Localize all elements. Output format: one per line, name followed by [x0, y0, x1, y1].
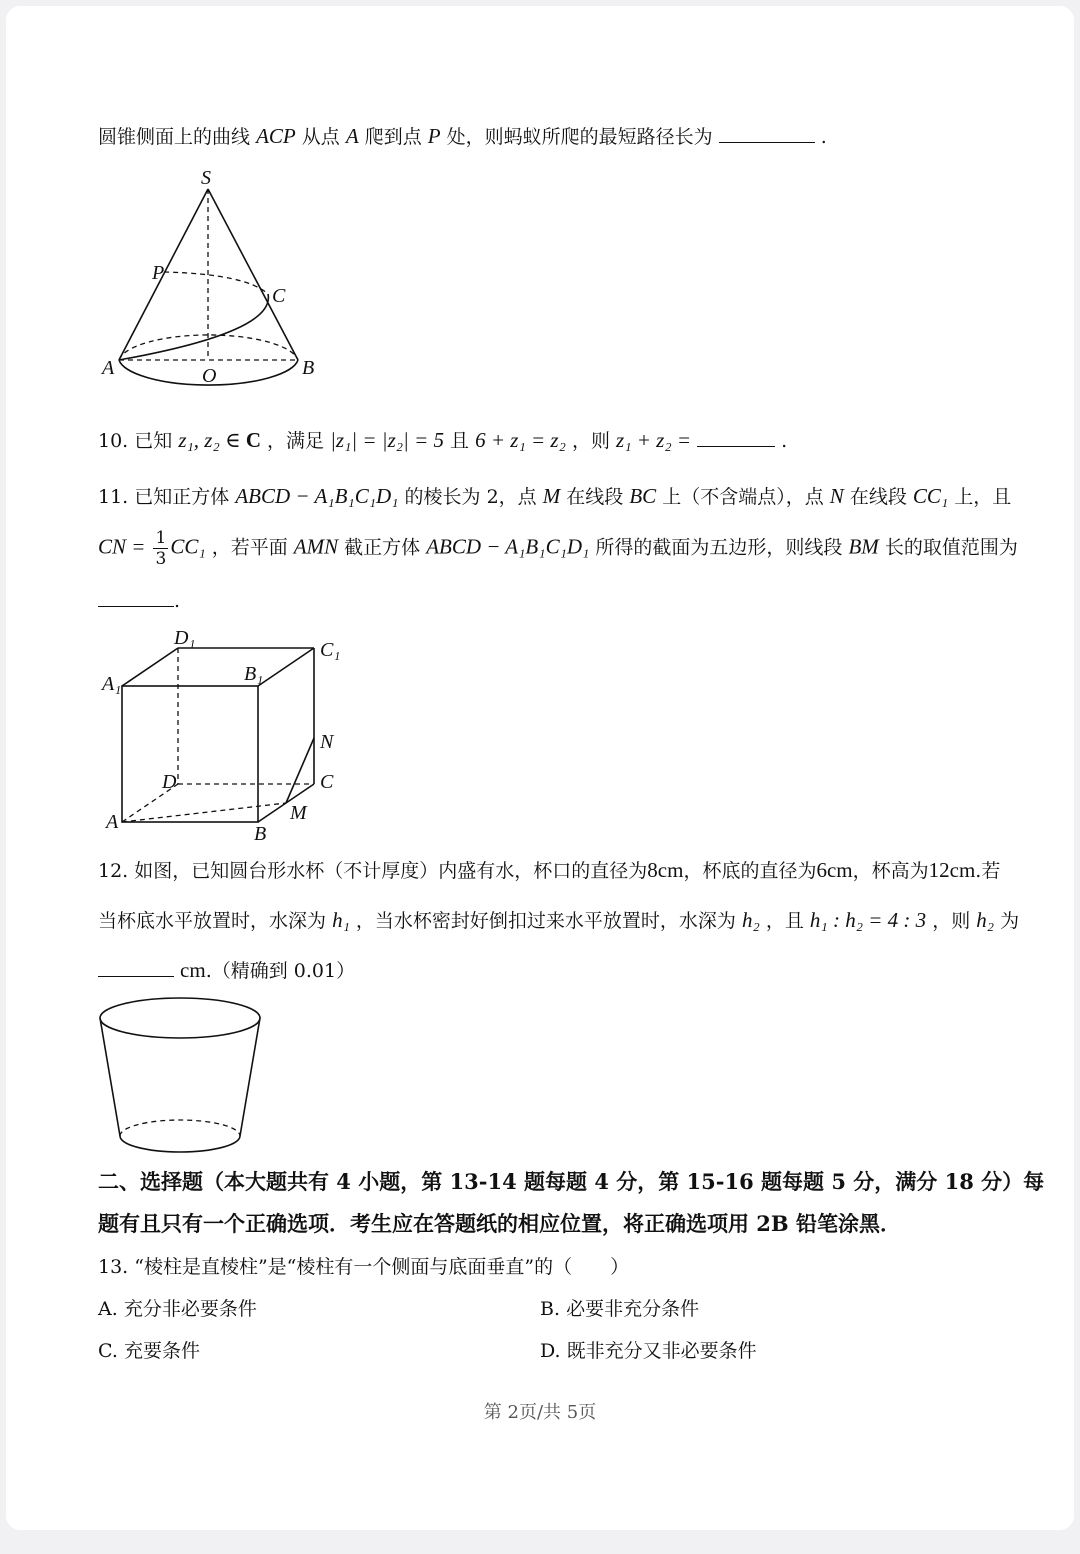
answer-blank: [98, 605, 174, 607]
q12-text: 当杯底水平放置时，水深为: [98, 910, 327, 932]
q11-text: 所得的截面为五边形，则线段: [595, 536, 843, 559]
label-B: B: [254, 823, 267, 845]
q10-text: 已知: [134, 430, 173, 452]
q11-math: CC₁: [170, 534, 206, 559]
option-label: B.: [540, 1298, 561, 1320]
page-footer: 第 2页/共 5页: [483, 1402, 597, 1423]
q13-stem: 13. “棱柱是直棱柱”是“棱柱有一个侧面与底面垂直”的（ ）: [98, 1256, 630, 1278]
cone-figure: [96, 162, 336, 392]
q11-math: ABCD − A₁B₁C₁D₁: [235, 484, 399, 508]
label-M: M: [290, 802, 307, 824]
q11-math: AMN: [293, 534, 339, 559]
q12-unit: cm: [180, 958, 206, 982]
q10-end: .: [781, 430, 788, 452]
q11-text: 上（不含端点），点: [662, 486, 824, 508]
label-O: O: [202, 365, 217, 387]
q10-math: z₁, z₂ ∈: [178, 428, 246, 452]
option-a[interactable]: [98, 1294, 257, 1321]
question-number: 11.: [98, 486, 129, 508]
q12-text: 如图，已知圆台形水杯（不计厚度）内盛有水，杯口的直径为: [134, 860, 648, 882]
option-label: C.: [98, 1340, 118, 1362]
section-heading-cont: 题有且只有一个正确选项．考生应在答题纸的相应位置，将正确选项用 2B 铅笔涂黑．: [98, 1211, 901, 1236]
q9-point-p: P: [427, 124, 441, 148]
q9-text: 从点: [301, 126, 340, 148]
q12-text: ，杯高为: [852, 860, 929, 882]
q10-line: [98, 426, 787, 453]
answer-blank: [719, 141, 815, 143]
q10-math: z₁ + z₂ =: [616, 428, 692, 452]
option-text: 必要非充分条件: [566, 1298, 700, 1320]
option-label: D.: [540, 1340, 561, 1362]
section-heading: 二、选择题（本大题共有 4 小题，第 13-14 题每题 4 分，第 15-16 题每题 5 分，满分 18 分）每: [98, 1169, 1045, 1194]
q11-math: M: [542, 484, 561, 508]
q9-end: .: [820, 126, 827, 148]
q10-text: ，则: [571, 430, 610, 452]
question-number: 10.: [98, 430, 129, 452]
q12-math: h₁: [332, 908, 350, 932]
q12-text: ，则: [932, 910, 971, 932]
label-D1: D₁: [174, 627, 196, 649]
q11-math: N: [829, 484, 844, 508]
label-N: N: [320, 731, 334, 753]
q12-text: ，且: [765, 910, 804, 932]
q12-line-1: [98, 856, 1000, 883]
q10-complex-set: C: [245, 428, 261, 452]
question-number: 12.: [98, 860, 129, 882]
cube-figure: [96, 626, 356, 846]
label-A1: A₁: [102, 673, 122, 695]
q10-math: |z₁| = |z₂| = 5: [330, 428, 444, 452]
q10-text: 且: [450, 430, 470, 452]
q11-end: .: [174, 590, 181, 612]
q9-text: 爬到点: [364, 126, 422, 148]
label-A: A: [102, 357, 115, 379]
cup-figure: [96, 990, 276, 1160]
q11-text: 在线段: [566, 486, 624, 508]
option-b[interactable]: [540, 1294, 699, 1321]
q11-text: 上，且: [954, 486, 1012, 508]
label-B1: B₁: [244, 663, 264, 685]
q9-curve: ACP: [256, 124, 296, 148]
q12-value: 6cm: [816, 858, 853, 882]
fraction-denominator: 3: [155, 549, 167, 569]
q12-value: 8cm: [647, 858, 684, 882]
label-C1: C₁: [320, 639, 341, 661]
q12-text: .若: [975, 860, 1001, 882]
q9-line: [98, 122, 827, 149]
q9-text: 圆锥侧面上的曲线: [98, 126, 251, 148]
q10-text: ，满足: [267, 430, 325, 452]
q11-text: 在线段: [849, 486, 907, 508]
q11-text: 已知正方体: [134, 486, 230, 508]
q9-text: 处，则蚂蚁所爬的最短路径长为: [446, 126, 713, 148]
q10-math: 6 + z₁ = z₂: [475, 428, 566, 452]
label-S: S: [201, 167, 211, 189]
q12-line-3: [98, 956, 355, 983]
option-c[interactable]: [98, 1336, 200, 1363]
q11-math: CN =: [98, 534, 146, 559]
q11-math: BC: [629, 484, 657, 508]
q12-math: h₂: [976, 908, 995, 932]
label-A: A: [106, 811, 119, 833]
q11-text: ，若平面: [211, 536, 288, 559]
q12-text: 为: [1000, 910, 1020, 932]
fraction-numerator: 1: [155, 528, 167, 548]
q12-text: .（精确到 0.01）: [205, 960, 356, 982]
q9-point-a: A: [345, 124, 359, 148]
label-C: C: [320, 771, 334, 793]
q11-text: 的棱长为 2，点: [404, 486, 537, 508]
answer-blank: [98, 975, 174, 977]
option-label: A.: [98, 1298, 118, 1320]
fraction: [153, 528, 168, 569]
q12-math: h₁ : h₂ = 4 : 3: [809, 908, 927, 932]
q12-text: ，杯底的直径为: [683, 860, 817, 882]
q11-math: ABCD − A₁B₁C₁D₁: [426, 534, 590, 559]
option-text: 充要条件: [123, 1340, 200, 1362]
label-P: P: [152, 262, 165, 284]
q12-text: ，当水杯密封好倒扣过来水平放置时，水深为: [355, 910, 736, 932]
q11-line-3: [98, 590, 180, 612]
label-D: D: [162, 771, 177, 793]
q11-math: BM: [848, 534, 879, 559]
q11-line-2: [98, 528, 1018, 569]
q11-text: 长的取值范围为: [884, 536, 1018, 559]
option-d[interactable]: [540, 1336, 757, 1363]
option-text: 既非充分又非必要条件: [566, 1340, 757, 1362]
q12-value: 12cm: [928, 858, 976, 882]
q11-text: 截正方体: [344, 536, 421, 559]
q12-math: h₂: [741, 908, 760, 932]
option-text: 充分非必要条件: [123, 1298, 257, 1320]
q11-math: CC₁: [912, 484, 949, 508]
label-B: B: [302, 357, 315, 379]
answer-blank: [697, 445, 775, 447]
q11-line-1: [98, 482, 1011, 509]
q12-line-2: [98, 906, 1019, 933]
page: [6, 6, 1074, 1530]
label-C: C: [272, 285, 286, 307]
